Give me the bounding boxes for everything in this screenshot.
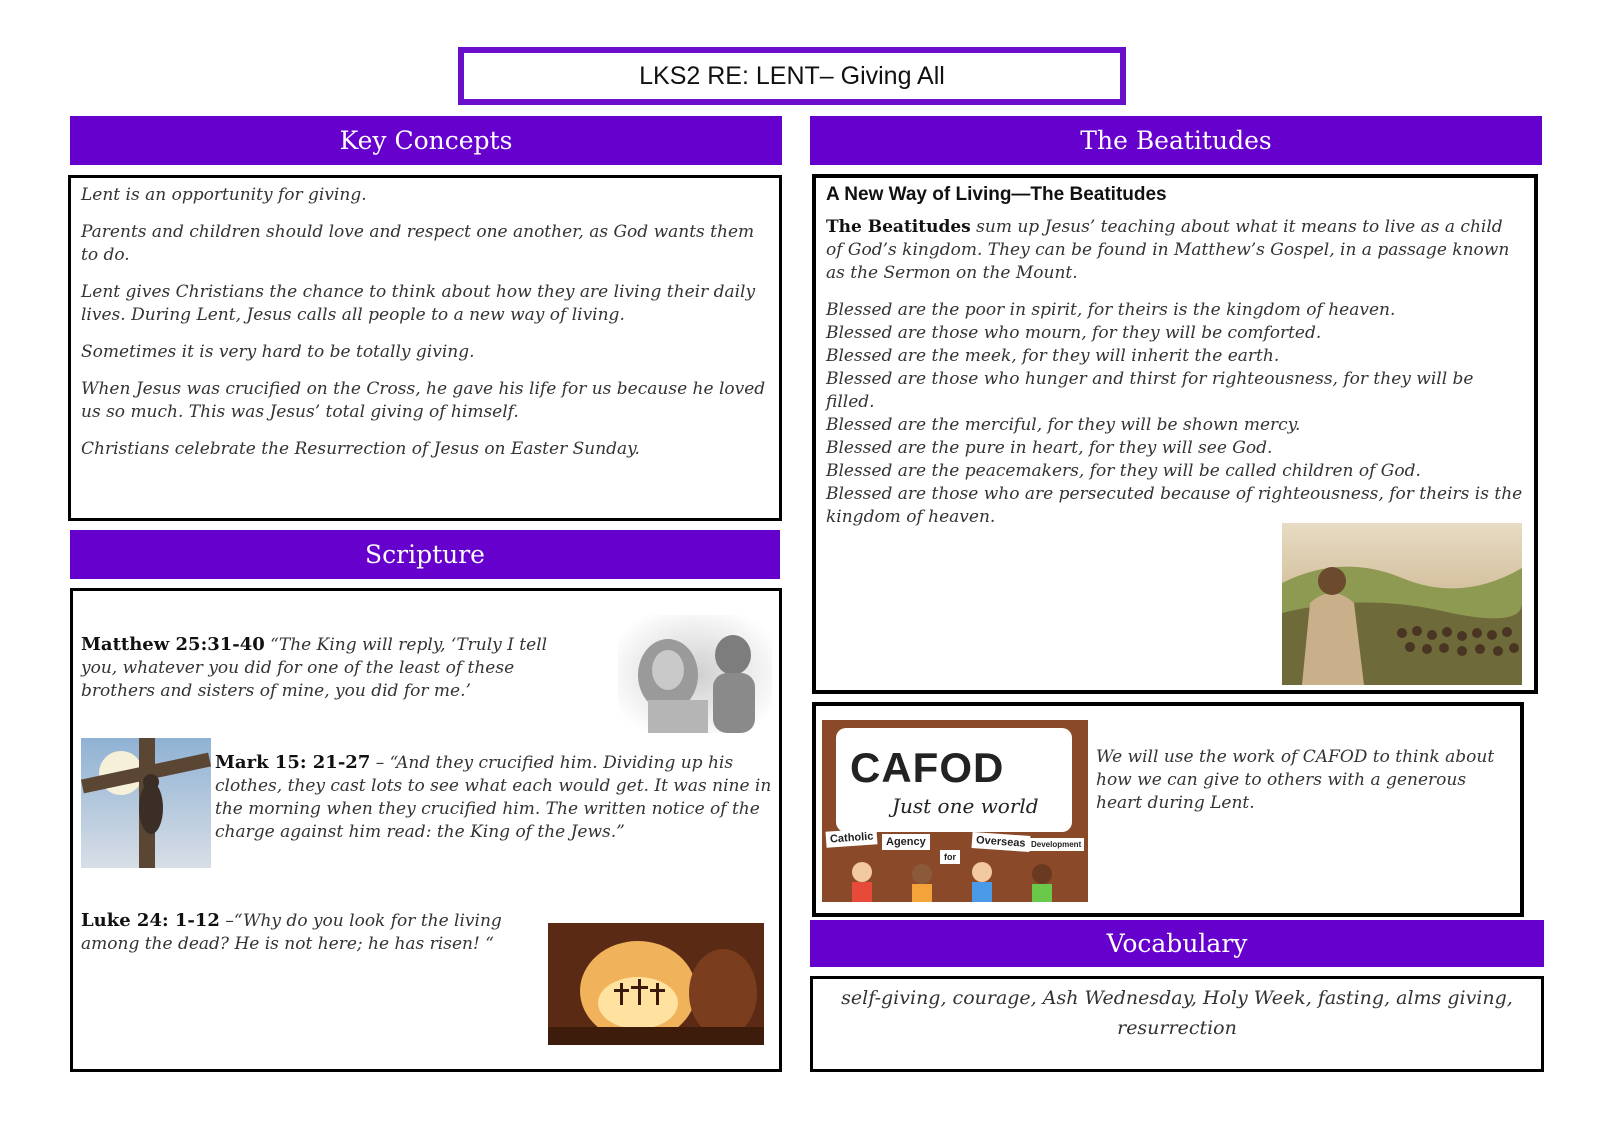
vocabulary-box xyxy=(810,976,1544,1072)
beatitudes-intro xyxy=(826,216,1524,285)
cafod-text: We will use the work of CAFOD to think about how we can give to others with a generous heart during Lent. xyxy=(1096,747,1495,813)
beatitudes-subtitle: A New Way of Living—The Beatitudes xyxy=(826,184,1167,205)
cafod-box xyxy=(812,702,1524,917)
scripture-matthew xyxy=(81,633,581,703)
vocabulary-header xyxy=(810,920,1544,967)
mother-teresa-image xyxy=(618,615,772,733)
beatitudes-header xyxy=(810,116,1542,165)
key-concept-paragraph: Lent gives Christians the chance to think about how they are living their daily lives. During Lent, Jesus calls all people to a new way of living. xyxy=(81,282,756,325)
beatitude-line: Blessed are the meek, for they will inherit the earth. xyxy=(826,346,1280,366)
beatitude-line: Blessed are the merciful, for they will be shown mercy. xyxy=(826,415,1301,435)
beatitude-line: Blessed are the pure in heart, for they will see God. xyxy=(826,438,1273,458)
page-title xyxy=(458,47,1126,105)
sermon-on-the-mount-image xyxy=(1282,523,1522,685)
beatitudes-intro-rest: sum up Jesus’ teaching about what it means to live as a child of God’s kingdom. They can be found in Matthew’s Gospel, in a passage known as the Sermon on the Mount. xyxy=(826,217,1510,283)
beatitudes-box xyxy=(812,174,1538,694)
crucifix-image xyxy=(81,738,211,868)
beatitude-line: Blessed are those who hunger and thirst for righteousness, for they will be filled. xyxy=(826,369,1474,412)
cafod-banner: Catholic xyxy=(826,828,878,848)
cafod-banner: Development xyxy=(1028,838,1084,851)
key-concept-paragraph: When Jesus was crucified on the Cross, he gave his life for us because he loved us so much. This was Jesus’ total giving of himself. xyxy=(81,379,766,422)
key-concept-paragraph: Parents and children should love and respect one another, as God wants them to do. xyxy=(81,222,755,265)
cafod-banner: Agency xyxy=(882,834,930,850)
cafod-tagline: Just one world xyxy=(892,794,1039,818)
key-concepts-header xyxy=(70,116,782,165)
scripture-luke xyxy=(81,909,551,956)
scripture-header-text: Scripture xyxy=(365,540,485,569)
empty-tomb-image xyxy=(548,923,764,1045)
matthew-ref: Matthew 25:31-40 xyxy=(81,634,265,655)
luke-text: –“Why do you look for the living among the dead? He is not here; he has risen! “ xyxy=(81,911,502,954)
scripture-mark xyxy=(215,751,775,844)
matthew-text: “The King will reply, ‘Truly I tell you, whatever you did for one of the least of these brothers and sisters of mine, you did for me.’ xyxy=(81,635,548,701)
vocabulary-text: self-giving, courage, Ash Wednesday, Holy Week, fasting, alms giving, resurrection xyxy=(841,987,1513,1039)
mark-ref: Mark 15: 21-27 xyxy=(215,752,371,773)
key-concepts-box xyxy=(68,175,782,521)
mark-text: – “And they crucified him. Dividing up his clothes, they cast lots to see what each would get. It was nine in the morning when they crucified him. The written notice of the charge against him read: the King of the Jews.” xyxy=(215,753,772,842)
beatitude-line: Blessed are the peacemakers, for they will be called children of God. xyxy=(826,461,1421,481)
beatitudes-list xyxy=(826,299,1524,529)
beatitudes-intro-bold: The Beatitudes xyxy=(826,217,971,237)
cafod-logo-image xyxy=(822,720,1088,902)
beatitude-line: Blessed are the poor in spirit, for theirs is the kingdom of heaven. xyxy=(826,300,1396,320)
scripture-header xyxy=(70,530,780,579)
key-concepts-header-text: Key Concepts xyxy=(339,126,513,155)
cafod-logo-text: CAFOD xyxy=(850,744,1005,791)
beatitude-line: Blessed are those who are persecuted because of righteousness, for theirs is the kingdom of heaven. xyxy=(826,484,1523,527)
luke-ref: Luke 24: 1-12 xyxy=(81,910,220,931)
scripture-box xyxy=(70,588,782,1072)
beatitudes-header-text: The Beatitudes xyxy=(1080,126,1272,155)
beatitude-line: Blessed are those who mourn, for they will be comforted. xyxy=(826,323,1322,343)
key-concept-paragraph: Christians celebrate the Resurrection of Jesus on Easter Sunday. xyxy=(81,439,640,459)
page-title-text: LKS2 RE: LENT– Giving All xyxy=(639,61,945,90)
vocabulary-header-text: Vocabulary xyxy=(1106,929,1248,958)
key-concept-paragraph: Sometimes it is very hard to be totally giving. xyxy=(81,342,475,362)
cafod-banner: Overseas xyxy=(972,832,1031,852)
key-concept-paragraph: Lent is an opportunity for giving. xyxy=(81,185,367,205)
cafod-children-illustration xyxy=(822,860,1088,902)
cafod-banner: for xyxy=(940,850,960,864)
